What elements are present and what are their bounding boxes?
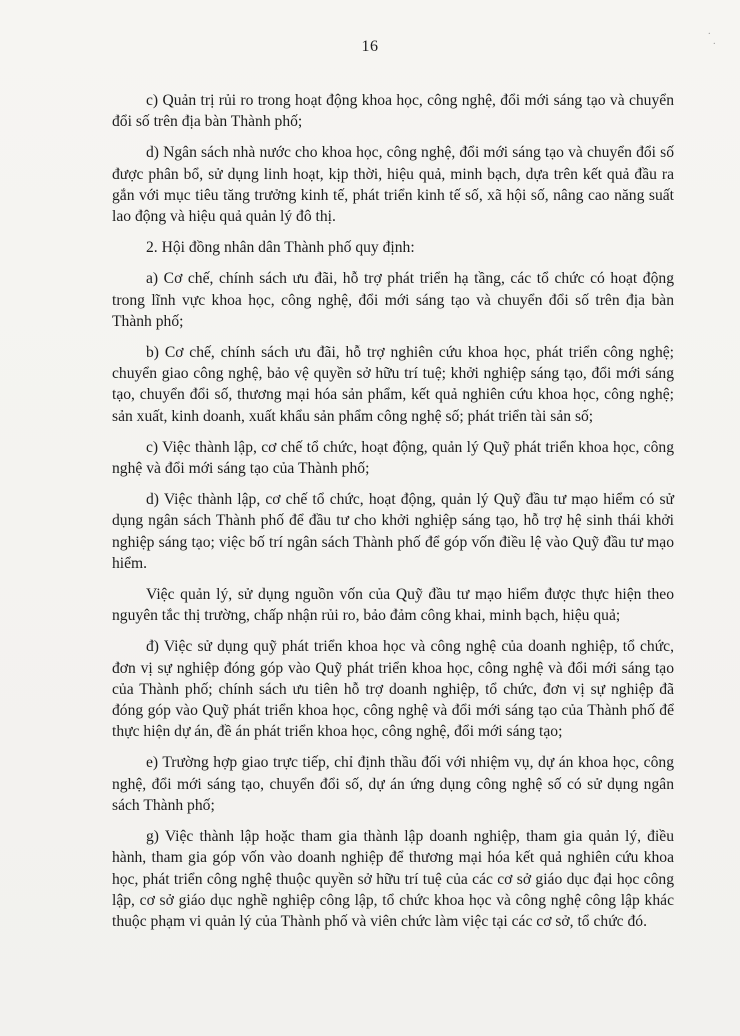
paragraph-e-direct-assignment: e) Trường hợp giao trực tiếp, chỉ định thầu đối với nhiệm vụ, dự án khoa học, công nghệ, đổi mới sáng tạo, chuyển đổi số, dự án ứng dụng công nghệ số có sử dụng ngân sách Thành phố;	[112, 754, 674, 814]
paragraph-venture-fund-management: Việc quản lý, sử dụng nguồn vốn của Quỹ đầu tư mạo hiểm được thực hiện theo nguyên tắc thị trường, chấp nhận rủi ro, bảo đảm công khai, minh bạch, hiệu quả;	[112, 586, 674, 625]
paragraph-c-innovation-fund: c) Việc thành lập, cơ chế tổ chức, hoạt động, quản lý Quỹ phát triển khoa học, công nghệ và đổi mới sáng tạo của Thành phố;	[112, 438, 674, 478]
paragraph-c-risk-management: c) Quản trị rủi ro trong hoạt động khoa học, công nghệ, đổi mới sáng tạo và chuyển đổi số trên địa bàn Thành phố;	[112, 92, 674, 131]
paragraph-g-enterprise-establishment: g) Việc thành lập hoặc tham gia thành lập doanh nghiệp, tham gia quản lý, điều hành, tham gia góp vốn vào doanh nghiệp để thương mại hóa kết quả nghiên cứu khoa học, phát triển công nghệ thuộc quyền sở hữu trí tuệ của các cơ sở giáo dục đại học công lập, cơ sở giáo dục nghề nghiệp công lập, tổ chức khoa học và công nghệ công lập khác thuộc phạm vi quản lý của Thành phố và viên chức làm việc tại các cơ sở, tổ chức đó.	[112, 828, 674, 930]
paragraph-a-incentives-infrastructure: a) Cơ chế, chính sách ưu đãi, hỗ trợ phát triển hạ tầng, các tổ chức có hoạt động trong lĩnh vực khoa học, công nghệ, đổi mới sáng tạo và chuyển đổi số trên địa bàn Thành phố;	[112, 270, 674, 330]
paragraph-d-venture-fund: d) Việc thành lập, cơ chế tổ chức, hoạt động, quản lý Quỹ đầu tư mạo hiểm có sử dụng ngân sách Thành phố để đầu tư cho khởi nghiệp sáng tạo, hỗ trợ hệ sinh thái khởi nghiệp sáng tạo; việc bố trí ngân sách Thành phố để góp vốn điều lệ vào Quỹ đầu tư mạo hiểm.	[112, 491, 674, 572]
paragraph-dd-enterprise-fund: đ) Việc sử dụng quỹ phát triển khoa học và công nghệ của doanh nghiệp, tổ chức, đơn vị sự nghiệp đóng góp vào Quỹ phát triển khoa học, công nghệ và đổi mới sáng tạo của Thành phố; chính sách ưu tiên hỗ trợ doanh nghiệp, tổ chức, đơn vị sự nghiệp đã đóng góp vào Quỹ phát triển khoa học, công nghệ và đổi mới sáng tạo của Thành phố để thực hiện dự án, đề án phát triển khoa học, công nghệ, đổi mới sáng tạo;	[112, 638, 674, 741]
page-number: 16	[361, 38, 379, 55]
scan-speck-mark: · ·	[707, 29, 716, 50]
document-body	[112, 90, 674, 942]
paragraph-section-2-heading: 2. Hội đồng nhân dân Thành phố quy định:	[146, 239, 415, 257]
paragraph-d-state-budget: d) Ngân sách nhà nước cho khoa học, công nghệ, đổi mới sáng tạo và chuyển đổi số được phân bổ, sử dụng linh hoạt, kịp thời, hiệu quả, minh bạch, dựa trên kết quả đầu ra gắn với mục tiêu tăng trưởng kinh tế, phát triển kinh tế số, xã hội số, nâng cao năng suất lao động và hiệu quả quản lý đô thị.	[112, 144, 674, 226]
paragraph-b-incentives-research: b) Cơ chế, chính sách ưu đãi, hỗ trợ nghiên cứu khoa học, phát triển công nghệ; chuyển giao công nghệ, bảo vệ quyền sở hữu trí tuệ; khởi nghiệp sáng tạo, đổi mới sáng tạo, chuyển đổi số, thương mại hóa sản phẩm, kết quả nghiên cứu khoa học, công nghệ; sản xuất, kinh doanh, xuất khẩu sản phẩm công nghệ số; phát triển tài sản số;	[112, 344, 674, 425]
